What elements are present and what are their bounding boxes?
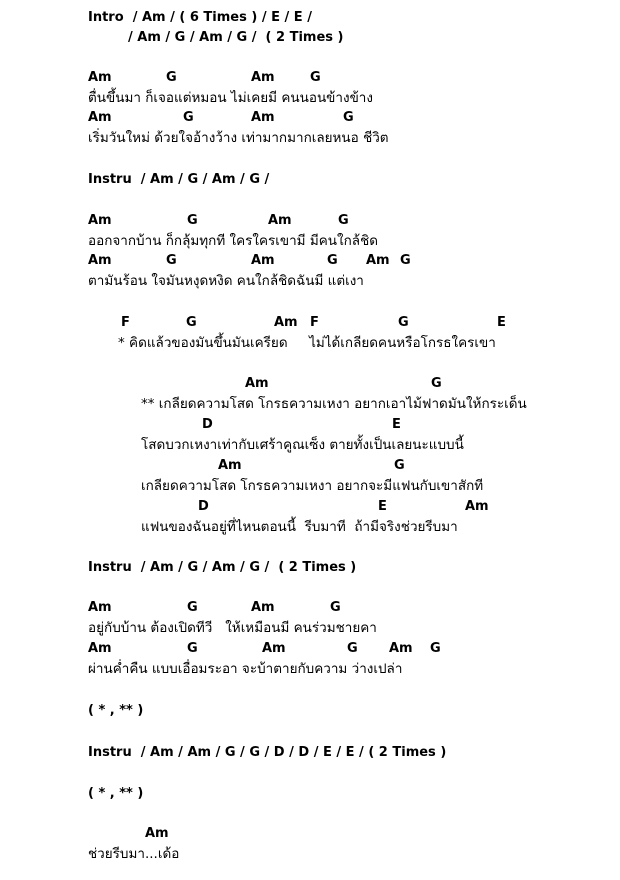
chord: Am xyxy=(465,499,489,514)
repeat-marker: ( * , ** ) xyxy=(88,703,144,718)
chord: E xyxy=(378,499,387,514)
chord: G xyxy=(187,600,198,615)
instrumental-line: Instru / Am / G / Am / G / ( 2 Times ) xyxy=(88,560,357,575)
lyric-line: เริ่มวันใหม่ ด้วยใจอ้างว้าง เท่ามากมากเลยหนอ ชีวิต xyxy=(88,130,389,146)
intro-line-1: Intro / Am / ( 6 Times ) / E / E / xyxy=(88,10,312,25)
chord: G xyxy=(347,641,358,656)
chord: Am xyxy=(88,110,112,125)
chord: Am xyxy=(88,641,112,656)
chord: E xyxy=(392,417,401,432)
chord: Am xyxy=(88,70,112,85)
chord: G xyxy=(431,376,442,391)
chord: Am xyxy=(389,641,413,656)
chord: E xyxy=(497,315,506,330)
chord: Am xyxy=(251,70,275,85)
chord: Am xyxy=(251,600,275,615)
chord: G xyxy=(330,600,341,615)
chord: F xyxy=(310,315,319,330)
lyric-line: ตามันร้อน ใจมันหงุดหงิด คนใกล้ชิดฉันมี แต่เงา xyxy=(88,273,364,289)
chord: Am xyxy=(88,253,112,268)
chord: G xyxy=(186,315,197,330)
chord: Am xyxy=(251,253,275,268)
chord: Am xyxy=(366,253,390,268)
lyric-line: ออกจากบ้าน ก็กลุ้มทุกที ใครใครเขามี มีคนใกล้ชิด xyxy=(88,233,378,249)
chord: G xyxy=(343,110,354,125)
chord: G xyxy=(327,253,338,268)
lyric-line: โสดบวกเหงาเท่ากับเศร้าคูณเซ็ง ตายทั้งเป็นเลยนะแบบนี้ xyxy=(141,437,464,453)
intro-line-2: / Am / G / Am / G / ( 2 Times ) xyxy=(128,30,344,45)
chord: G xyxy=(338,213,349,228)
chord: Am xyxy=(218,458,242,473)
instrumental-line: Instru / Am / Am / G / G / D / D / E / E / ( 2 Times ) xyxy=(88,745,447,760)
chord: Am xyxy=(274,315,298,330)
lyric-line: * คิดแล้วของมันขึ้นมันเครียด ไม่ได้เกลียดคนหรือโกรธใครเขา xyxy=(118,335,496,351)
repeat-marker: ( * , ** ) xyxy=(88,786,144,801)
chord: G xyxy=(187,213,198,228)
chord: G xyxy=(430,641,441,656)
chord: D xyxy=(202,417,213,432)
chord: Am xyxy=(268,213,292,228)
chord: G xyxy=(394,458,405,473)
chord: Am xyxy=(251,110,275,125)
chord: G xyxy=(183,110,194,125)
lyric-line: ช่วยรีบมา...เด้อ xyxy=(88,846,180,862)
chord: G xyxy=(310,70,321,85)
chord: G xyxy=(166,70,177,85)
chord: G xyxy=(398,315,409,330)
lyric-line: อยู่กับบ้าน ต้องเปิดทีวี ให้เหมือนมี คนร่วมชายคา xyxy=(88,620,377,636)
lyric-line: เกลียดความโสด โกรธความเหงา อยากจะมีแฟนกับเขาสักที xyxy=(141,478,484,494)
chord: Am xyxy=(88,213,112,228)
chord: Am xyxy=(145,826,169,841)
chord: G xyxy=(400,253,411,268)
lyric-line: ** เกลียดความโสด โกรธความเหงา อยากเอาไม้ฟาดมันให้กระเด็น xyxy=(141,396,527,412)
lyric-line: ผ่านค่ำคืน แบบเอื่อมระอา จะบ้าตายกับความ ว่างเปล่า xyxy=(88,661,403,677)
chord: Am xyxy=(245,376,269,391)
chord: G xyxy=(187,641,198,656)
chord: F xyxy=(121,315,130,330)
lyric-line: ตื่นขึ้นมา ก็เจอแต่หมอน ไม่เคยมี คนนอนข้างข้าง xyxy=(88,90,373,106)
chord: Am xyxy=(88,600,112,615)
chord: G xyxy=(166,253,177,268)
lyric-line: แฟนของฉันอยู่ที่ไหนตอนนี้ รีบมาที ถ้ามีจริงช่วยรีบมา xyxy=(141,519,458,535)
instrumental-line: Instru / Am / G / Am / G / xyxy=(88,172,270,187)
chord: Am xyxy=(262,641,286,656)
chord: D xyxy=(198,499,209,514)
